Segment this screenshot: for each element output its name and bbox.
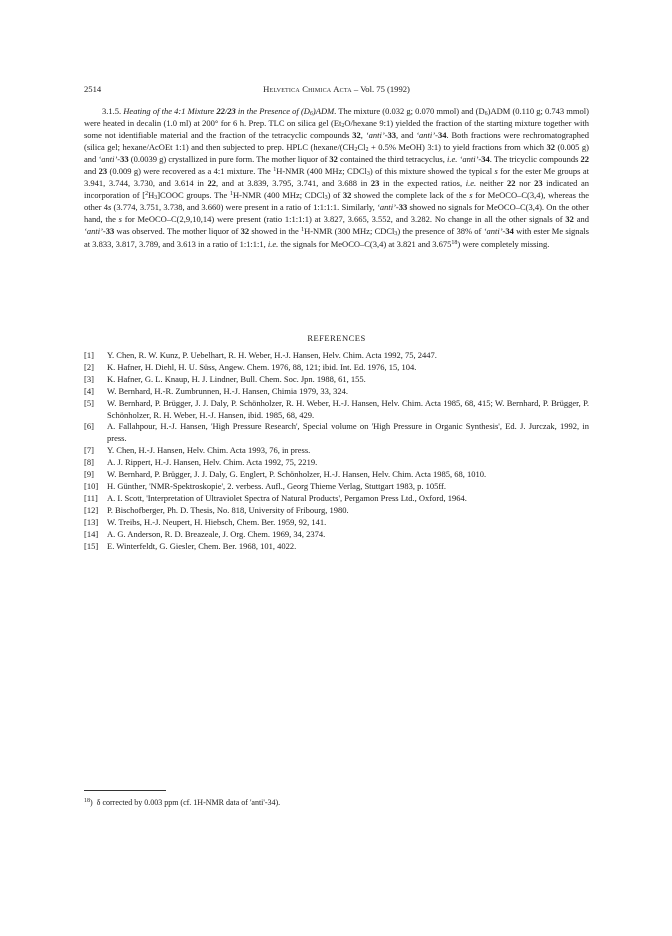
reference-text: Y. Chen, H.-J. Hansen, Helv. Chim. Acta 1993, 76, in press. — [107, 445, 311, 456]
reference-text: K. Hafner, G. L. Knaup, H. J. Lindner, Bull. Chem. Soc. Jpn. 1988, 61, 155. — [107, 373, 366, 384]
reference-item — [84, 398, 589, 422]
reference-item — [84, 493, 589, 505]
running-header — [84, 83, 589, 95]
journal-running-title — [84, 83, 589, 95]
reference-text: W. Bernhard, H.-R. Zumbrunnen, H.-J. Hansen, Chimia 1979, 33, 324. — [107, 385, 348, 396]
footnote-text: δ corrected by 0.003 ppm (cf. 1H-NMR data of 'anti'-34). — [96, 798, 281, 807]
reference-item — [84, 457, 589, 469]
reference-text: W. Bernhard, P. Brügger, J. J. Daly, G. Englert, P. Schönholzer, H.-J. Hansen, Helv. Chim. Acta 1985, 68, 1010. — [107, 469, 487, 480]
references-heading: REFERENCES — [307, 333, 366, 343]
reference-number: [1] — [84, 350, 94, 360]
reference-number: [2] — [84, 361, 94, 372]
reference-text: W. Bernhard, P. Brügger, J. J. Daly, P. Schönholzer, R. H. Weber, H.-J. Hansen, Helv. Chim. Acta 1985, 68, 415; W. Bernhard, P. Brügger, P. Schönholzer, R. H. Weber, H.-J. Hansen, ibid. 1985, 68, 429. — [107, 397, 589, 420]
reference-item — [84, 350, 589, 362]
footnote-mark: 18 — [84, 798, 90, 804]
footnote: $^{18}$) δ corrected by 0.003 ppm (cf. 1H-NMR data of 'anti'-34). — [84, 798, 281, 807]
reference-number: [14] — [84, 528, 99, 539]
footnote-rule — [84, 790, 166, 791]
journal-volume: – Vol. 75 (1992) — [351, 84, 410, 94]
reference-number: [8] — [84, 457, 94, 468]
reference-number: [5] — [84, 397, 94, 408]
reference-item — [84, 541, 589, 553]
reference-number: [15] — [84, 540, 99, 551]
section-number: 3.1.5. — [102, 106, 122, 116]
reference-number: [7] — [84, 445, 94, 456]
reference-text: A. G. Anderson, R. D. Breazeale, J. Org. Chem. 1969, 34, 2374. — [107, 528, 326, 539]
reference-text: A. J. Rippert, H.-J. Hansen, Helv. Chim. Acta 1992, 75, 2219. — [107, 457, 318, 468]
journal-name: Helvetica Chimica Acta — [263, 84, 352, 94]
reference-text: W. Treibs, H.-J. Neupert, H. Hiebsch, Chem. Ber. 1959, 92, 141. — [107, 516, 327, 527]
section-heading: Heating of the 4:1 Mixture 22/23 in the Presence of $(D_6)ADM$ — [123, 106, 335, 117]
reference-item — [84, 445, 589, 457]
reference-text: P. Bischofberger, Ph. D. Thesis, No. 818, University of Fribourg, 1980. — [107, 504, 349, 515]
reference-number: [4] — [84, 385, 94, 396]
reference-number: [6] — [84, 421, 94, 432]
reference-number: [13] — [84, 516, 99, 527]
page-number: 2514 — [84, 84, 102, 94]
experimental-section — [84, 105, 589, 250]
reference-item — [84, 362, 589, 374]
reference-number: [10] — [84, 480, 99, 491]
reference-text: K. Hafner, H. Diehl, H. U. Süss, Angew. Chem. 1976, 88, 121; ibid. Int. Ed. 1976, 15, 104. — [107, 361, 417, 372]
reference-text: A. I. Scott, 'Interpretation of Ultraviolet Spectra of Natural Products', Pergamon Press Ltd., Oxford, 1964. — [107, 492, 467, 503]
reference-text: H. Günther, 'NMR-Spektroskopie', 2. verbess. Aufl., Georg Thieme Verlag, Stuttgart 1983, p. 105ff. — [107, 480, 446, 491]
reference-item — [84, 374, 589, 386]
reference-number: [11] — [84, 492, 98, 503]
reference-item — [84, 529, 589, 541]
reference-number: [9] — [84, 469, 94, 480]
reference-item — [84, 517, 589, 529]
experimental-paragraph: 3.1.5. Heating of the 4:1 Mixture 22/23 in the Presence of $(D_6)ADM$. The mixture (0.032 g; 0.070 mmol) and $(D_6)ADM$ (0.110 g; 0.743 mmol) were heated in decalin (1.0 ml) at 200° for 6 h. Prep. TLC on silica gel ($Et_2O$/hexane 9:1) yielded the fraction of the starting mixture together with some not identifiable material and the fraction of the tetracyclic compounds 32, ‘anti’-33, and ‘anti’-34. Both fractions were rechromatographed (silica gel; hexane/AcOEt 1:1) and then subjected to prep. HPLC ($hexane/(CH_2Cl_2 + 0.5\%$ MeOH) 3:1) to yield fractions from which 32 (0.005 g) and ‘anti’-33 (0.0039 g) crystallized in pure form. The mother liquor of 32 contained the third tetracyclus, i.e. ‘anti’-34. The tricyclic compounds 22 and 23 (0.009 g) were recovered as a 4:1 mixture. The $^1$H-NMR (400 MHz; CDCl$_3$) of this mixture showed the typical s for the ester Me groups at 3.941, 3.744, 3.730, and 3.614 in 22, and at 3.839, 3.795, 3.741, and 3.688 in 23 in the expected ratios, i.e. neither 22 nor 23 indicated an incorporation of $[^2H_3]COOC$ groups. The $^1$H-NMR (400 MHz; CDCl$_3$) of 32 showed the complete lack of the s for MeOCO–C(3,4), whereas the other 4s (3.774, 3.751, 3.738, and 3.660) were present in a ratio of 1:1:1:1. Similarly, ‘anti’-33 showed no signals for MeOCO–C(3,4). On the other hand, the s for MeOCO–C(2,9,10,14) were present (ratio 1:1:1:1) at 3.827, 3.665, 3.552, and 3.282. No change in all the other signals of 32 and ‘anti’-33 was observed. The mother liquor of 32 showed in the $^1$H-NMR (300 MHz; CDCl$_3$) the presence of 38% of ‘anti’-34 with ester Me signals at 3.833, 3.817, 3.789, and 3.613 in a ratio of 1:1:1:1, i.e. the signals for MeOCO–C(3,4) at 3.821 and 3.675$^{18}$) were completely missing. — [84, 106, 590, 249]
reference-text: A. Fallahpour, H.-J. Hansen, 'High Pressure Research', Special volume on 'High Pressure in Organic Synthesis', Ed. J. Jurczak, 1992, in press. — [107, 421, 589, 444]
reference-number: [12] — [84, 504, 99, 515]
reference-item — [84, 481, 589, 493]
reference-item — [84, 469, 589, 481]
reference-text: Y. Chen, R. W. Kunz, P. Uebelhart, R. H. Weber, H.-J. Hansen, Helv. Chim. Acta 1992, 75, 2447. — [107, 350, 437, 360]
reference-item — [84, 386, 589, 398]
references-list — [84, 350, 589, 552]
reference-text: E. Winterfeldt, G. Giesler, Chem. Ber. 1968, 101, 4022. — [107, 540, 297, 551]
reference-item — [84, 505, 589, 517]
reference-number: [3] — [84, 373, 94, 384]
reference-item — [84, 421, 589, 445]
